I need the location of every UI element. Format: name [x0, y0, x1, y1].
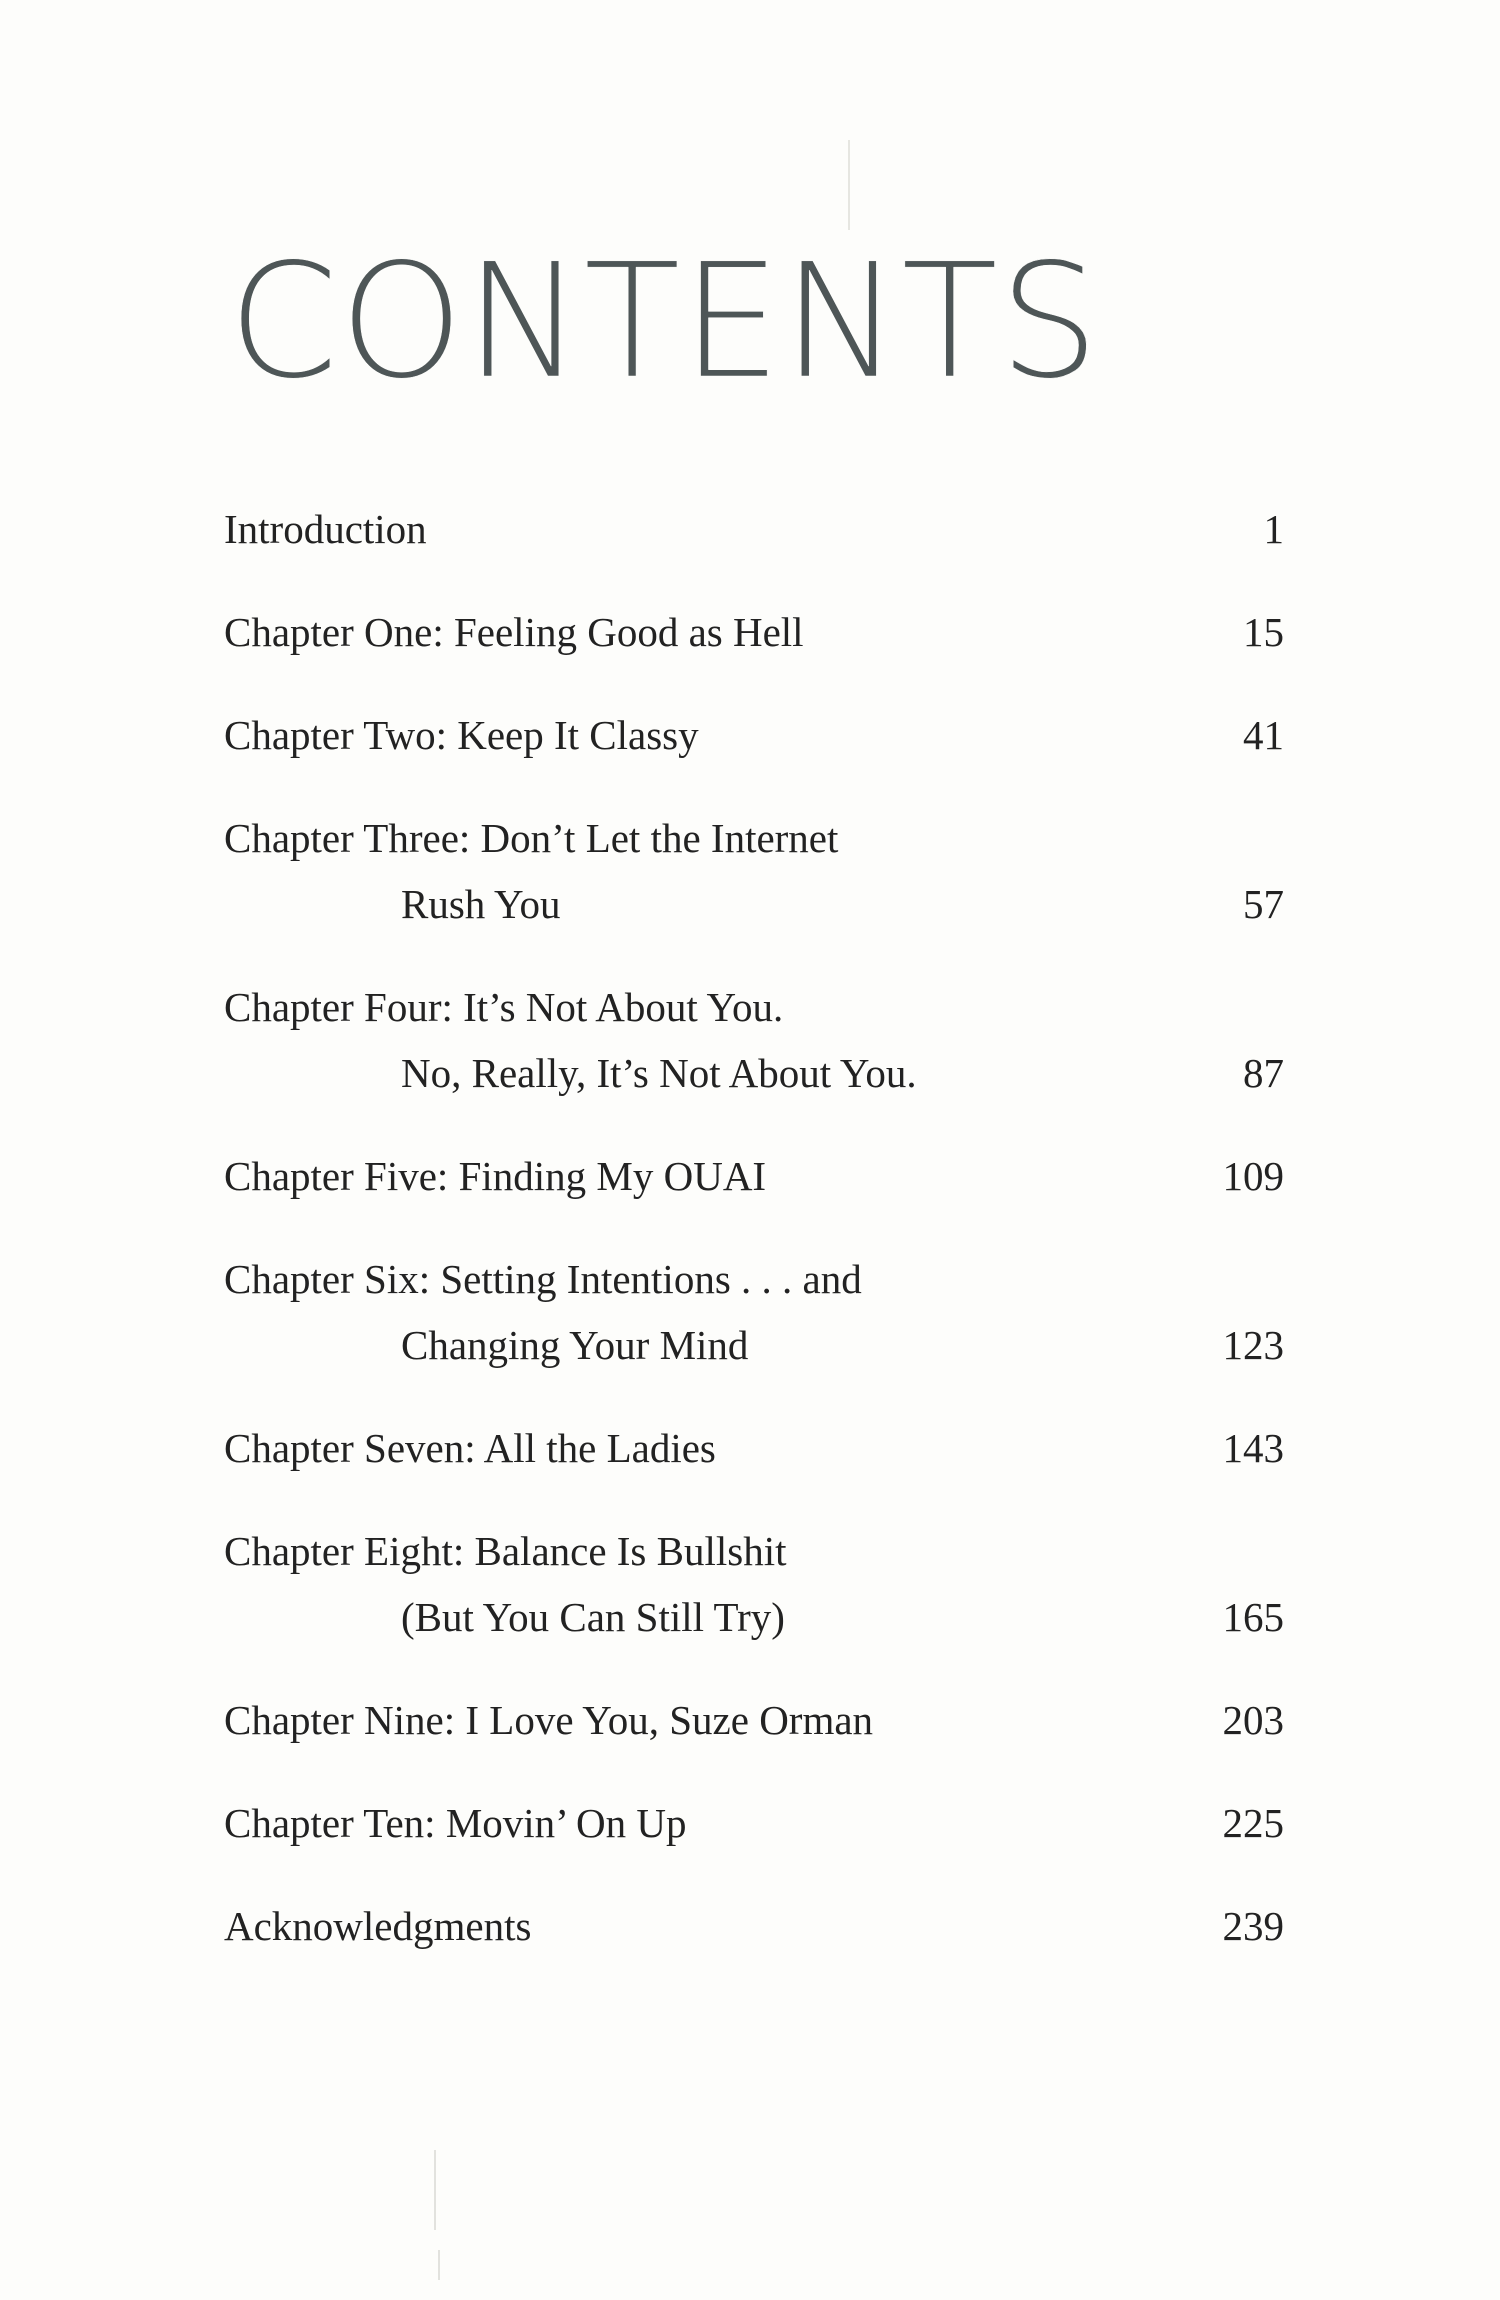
entry-title: Chapter Three: Don’t Let the Internet [224, 815, 839, 861]
scan-speck [434, 2150, 436, 2230]
toc-entry [224, 599, 1284, 665]
toc-entry [224, 702, 1284, 768]
page-number: 165 [1222, 1594, 1284, 1640]
entry-title: Chapter Five: Finding My OUAI [224, 1153, 767, 1199]
toc-entry [224, 1246, 1284, 1378]
toc-entry [224, 1415, 1284, 1481]
entry-title: Chapter Eight: Balance Is Bullshit [224, 1528, 787, 1574]
page-number: 57 [1243, 881, 1284, 927]
page-number: 109 [1222, 1153, 1284, 1199]
toc-entry [224, 805, 1284, 937]
page-number: 225 [1222, 1800, 1284, 1846]
scan-speck [848, 140, 850, 230]
page-number: 123 [1222, 1322, 1284, 1368]
entry-title: Chapter Six: Setting Intentions . . . and [224, 1256, 862, 1302]
page-number: 87 [1243, 1050, 1284, 1096]
entry-title: Chapter Ten: Movin’ On Up [224, 1800, 687, 1846]
entry-title: Introduction [224, 506, 427, 552]
entry-title: Chapter Nine: I Love You, Suze Orman [224, 1697, 874, 1743]
entry-title: Chapter Two: Keep It Classy [224, 712, 699, 758]
toc-entry [224, 1790, 1284, 1856]
toc-entry [224, 1687, 1284, 1753]
entry-title-continued: (But You Can Still Try) [401, 1594, 785, 1640]
entry-title: Acknowledgments [224, 1903, 532, 1949]
entry-title: Chapter Four: It’s Not About You. [224, 984, 784, 1030]
page-number: 239 [1222, 1903, 1284, 1949]
toc-entry [224, 496, 1284, 562]
toc-entry [224, 1893, 1284, 1959]
entry-title: Chapter One: Feeling Good as Hell [224, 609, 804, 655]
scan-speck [438, 2250, 440, 2280]
entry-title: Chapter Seven: All the Ladies [224, 1425, 716, 1471]
toc-entry [224, 1143, 1284, 1209]
toc-entry [224, 1518, 1284, 1650]
toc-entry [224, 974, 1284, 1106]
entry-title-continued: Changing Your Mind [401, 1322, 749, 1368]
page-number: 41 [1243, 712, 1284, 758]
page-number: 1 [1263, 506, 1284, 552]
entry-title-continued: Rush You [401, 881, 561, 927]
entry-title-continued: No, Really, It’s Not About You. [401, 1050, 917, 1096]
page-number: 203 [1222, 1697, 1284, 1743]
page-number: 15 [1243, 609, 1284, 655]
page-title: CONTENTS [228, 230, 1101, 414]
page-number: 143 [1222, 1425, 1284, 1471]
